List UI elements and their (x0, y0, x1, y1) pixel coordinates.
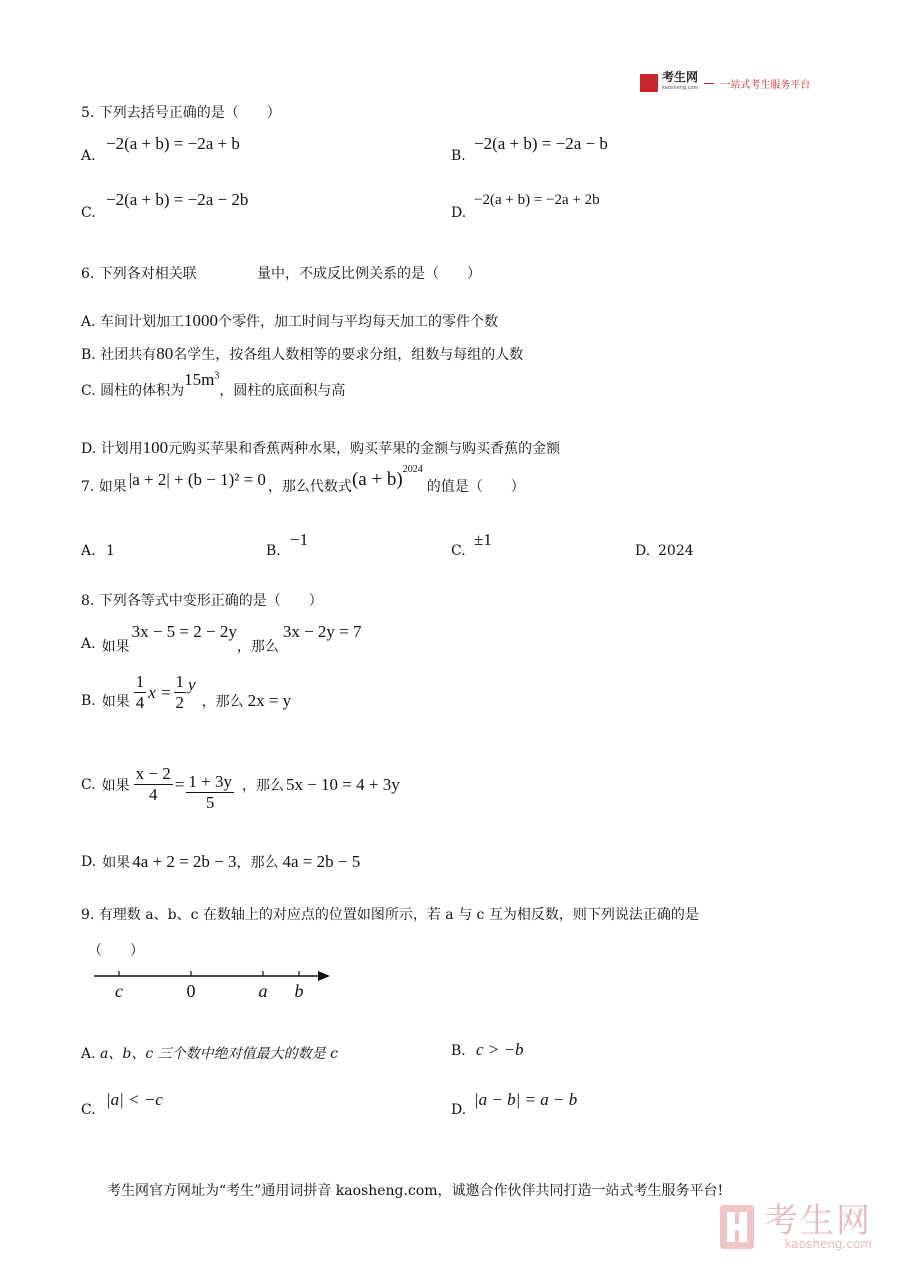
q9-number-line (90, 962, 335, 1004)
q9-option-a (81, 1043, 338, 1063)
q8-option-c-then-word: ，那么 (241, 777, 284, 794)
q6-option-c-post: ，圆柱的底面积与高 (219, 383, 346, 399)
number-line-arrow-icon (318, 971, 330, 981)
q8-option-b-then-word: ，那么 (201, 693, 244, 710)
q9-option-b-expr: c > −b (476, 1040, 524, 1059)
q8-option-d-if-word: 如果 (102, 855, 131, 871)
number-line-label-c: c (115, 981, 123, 1001)
header-slogan: 一站式考生服务平台 (720, 79, 811, 91)
q5-option-a-expr: −2(a + b) = −2a + b (106, 134, 240, 153)
q6-option-d-post: 元购买苹果和香蕉两种水果，购买苹果的金额与购买香蕉的金额 (168, 441, 561, 457)
q8-option-d-then-word: ，那么 (236, 855, 279, 871)
q5-option-c-label: C. (81, 205, 96, 221)
q6-option-c-label: C. (81, 383, 96, 399)
watermark-domain: kaosheng.com (784, 1237, 872, 1251)
q8-option-a-label: A. (81, 636, 96, 652)
q7-option-c-label: C. (451, 543, 466, 559)
q9-option-c-label: C. (81, 1102, 96, 1118)
q6-option-b-label: B. (81, 347, 96, 363)
q9-stem: 9. 有理数 a、b、c 在数轴上的对应点的位置如图所示，若 a 与 c 互为相反数，则下列说法正确的是 (81, 907, 699, 923)
q8-option-c-if: $\frac{x - 2}{4}$ = $\frac{1 + 3y}{5}$ (135, 764, 232, 812)
watermark-name: 考生网 (764, 1201, 872, 1241)
q8-option-b-if: $\frac{1}{4}$ x = $\frac{1}{2}$ y (135, 672, 196, 712)
q5-option-d-expr: −2(a + b) = −2a + 2b (474, 192, 600, 208)
q8-option-b-label: B. (81, 692, 96, 709)
q7-option-d-label: D. (635, 543, 651, 559)
q7-exponent: 2024 (402, 463, 423, 475)
q7-option-c-value: ±1 (474, 530, 492, 549)
q7-post: 的值是（ ） (426, 479, 525, 495)
q8-option-d-if: 4a + 2 = 2b − 3 (132, 852, 237, 871)
q6-option-a-num: 1000 (184, 311, 219, 330)
q7-option-a-label: A. (81, 543, 96, 559)
q8-option-c (81, 764, 400, 812)
number-line-label-b: b (294, 981, 304, 1001)
q8-option-d (81, 852, 360, 872)
q6-option-d-label: D. (81, 441, 97, 457)
logo-name: 考生网 (662, 70, 699, 84)
watermark-logo (718, 1203, 872, 1251)
q9-option-d-expr: |a − b| = a − b (474, 1090, 578, 1109)
q6-option-d-pre: 计划用 (100, 441, 143, 457)
q7-expr: $(a + b)^{2024}$ (351, 463, 423, 490)
q8-option-d-then: 4a = 2b − 5 (282, 852, 361, 871)
header-logo (640, 72, 810, 94)
q8-option-b (81, 672, 292, 721)
q7-condition: |a + 2| + (b − 1)² = 0 (128, 470, 266, 489)
q5-option-c-expr: −2(a + b) = −2a − 2b (106, 190, 249, 209)
q8-option-a-if: 3x − 5 = 2 − 2y (131, 622, 237, 641)
q7-option-a-value: 1 (106, 543, 115, 559)
q6-option-c-exp: 3 (214, 370, 220, 382)
q5-stem: 5. 下列去括号正确的是（ ） (81, 105, 281, 121)
q8-option-c-if-word: 如果 (101, 777, 130, 794)
number-line-label-zero: 0 (186, 981, 196, 1001)
q7-option-b-value: −1 (290, 530, 309, 549)
q6-stem-a: 6. 下列各对相关联 (81, 266, 197, 282)
q6-option-c (81, 370, 346, 400)
q8-option-a (81, 622, 362, 656)
q7-pre: 7. 如果 (81, 479, 127, 495)
q6-option-b (81, 344, 523, 364)
q6-stem-b: 量中，不成反比例关系的是（ ） (257, 266, 481, 282)
logo-domain: kaosheng.com (662, 85, 699, 91)
q6-option-c-pre: 圆柱的体积为 (100, 383, 185, 399)
q9-option-a-label: A. (81, 1046, 96, 1062)
q6-option-c-num: $15m^3$ (184, 370, 220, 389)
q6-option-b-pre: 社团共有 (100, 347, 157, 363)
q6-option-a-pre: 车间计划加工 (100, 314, 185, 330)
q7-option-d-value: 2024 (658, 543, 694, 559)
q6-option-b-post: 名学生，按各组人数相等的要求分组，组数与每组的人数 (173, 347, 524, 363)
logo-mark-icon (640, 74, 658, 92)
q6-option-a-label: A. (81, 314, 96, 330)
q6-option-a-post: 个零件，加工时间与平均每天加工的零件个数 (218, 314, 499, 330)
q8-stem: 8. 下列各等式中变形正确的是（ ） (81, 593, 323, 609)
q6-option-b-num: 80 (156, 344, 174, 363)
q6-option-a (81, 311, 498, 331)
q9-option-d-label: D. (451, 1102, 467, 1118)
q8-option-c-label: C. (81, 776, 96, 793)
q8-option-a-then: 3x − 2y = 7 (282, 622, 362, 641)
footer-text: 考生网官方网址为“考生”通用词拼音 kaosheng.com，诚邀合作伙伴共同打造一站式考生服务平台! (107, 1183, 724, 1199)
q5-option-b-label: B. (451, 148, 466, 164)
q5-option-d-label: D. (451, 205, 467, 221)
q9-option-c-expr: |a| < −c (106, 1090, 163, 1109)
q8-option-d-label: D. (81, 854, 97, 870)
q8-option-b-then: 2x = y (247, 690, 292, 710)
q8-option-c-then: 5x − 10 = 4 + 3y (285, 774, 400, 794)
q8-option-a-if-word: 如果 (101, 639, 130, 655)
q7-mid: ，那么代数式 (267, 479, 352, 495)
q9-option-b-label: B. (451, 1043, 466, 1059)
q7-option-b-label: B. (266, 543, 281, 559)
q7-stem (81, 463, 525, 497)
q6-option-d-num: 100 (142, 438, 169, 457)
watermark-mark-icon (718, 1203, 756, 1251)
q6-option-d (81, 438, 560, 458)
q5-option-a-label: A. (81, 148, 96, 164)
q9-stem-cont: （ ） (88, 943, 144, 959)
number-line-label-a: a (258, 981, 268, 1001)
q8-option-a-then-word: ，那么 (236, 639, 279, 655)
q5-option-b-expr: −2(a + b) = −2a − b (474, 134, 608, 153)
q9-option-a-text: a、b、c 三个数中绝对值最大的数是 c (100, 1046, 338, 1062)
q8-option-b-if-word: 如果 (101, 693, 130, 710)
